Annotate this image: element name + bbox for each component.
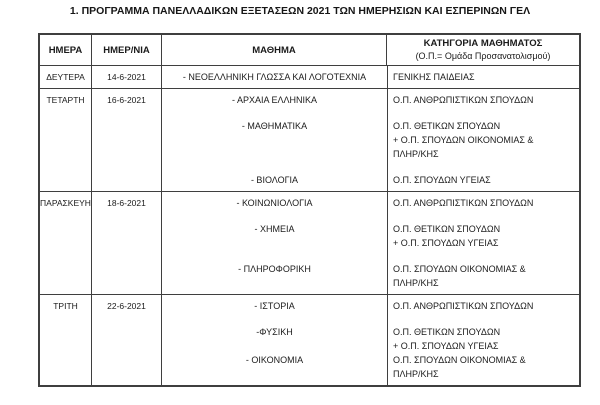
subject-category-entries [162,192,579,294]
subject-cell: - ΒΙΟΛΟΓΙΑ [250,175,299,185]
category-line: Ο.Π. ΘΕΤΙΚΩΝ ΣΠΟΥΔΩΝ [393,121,501,131]
column-header-category-subtitle: (Ο.Π.= Ομάδα Προσανατολισμού) [415,51,551,61]
category-line: ΓΕΝΙΚΗΣ ΠΑΙΔΕΙΑΣ [393,72,475,82]
subject-category-entries [162,89,579,191]
column-header-category-title: ΚΑΤΗΓΟΡΙΑ ΜΑΘΗΜΑΤΟΣ [423,38,543,49]
exam-entry [162,89,579,107]
category-line: + Ο.Π. ΣΠΟΥΔΩΝ ΥΓΕΙΑΣ [393,341,499,351]
exam-entry [162,161,579,191]
page-title: 1. ΠΡΟΓΡΑΜΜΑ ΠΑΝΕΛΛΑΔΙΚΩΝ ΕΞΕΤΑΣΕΩΝ 2021 ΤΩΝ ΗΜΕΡΗΣΙΩΝ ΚΑΙ ΕΣΠΕΡΙΝΩΝ ΓΕΛ [69,5,531,17]
subject-cell: - ΠΛΗΡΟΦΟΡΙΚΗ [238,264,311,274]
category-line: ΠΛΗΡ/ΚΗΣ [393,149,439,159]
exam-entry [162,210,579,250]
column-header-category [387,35,579,65]
category-cell [387,161,579,191]
subject-cell: - ΧΗΜΕΙΑ [254,224,295,234]
category-line: Ο.Π. ΘΕΤΙΚΩΝ ΣΠΟΥΔΩΝ [393,224,501,234]
date-cell: 16-6-2021 [92,89,162,191]
subject-cell: -ΦΥΣΙΚΗ [256,327,293,337]
category-line: ΠΛΗΡ/ΚΗΣ [393,278,439,288]
subject-cell: - ΚΟΙΝΩΝΙΟΛΟΓΙΑ [236,198,313,208]
day-cell: ΤΕΤΑΡΤΗ [40,89,92,191]
subject-cell: - ΝΕΟΕΛΛΗΝΙΚΗ ΓΛΩΣΣΑ ΚΑΙ ΛΟΓΟΤΕΧΝΙΑ [182,72,367,82]
subject-category-entries [162,295,579,385]
category-line: Ο.Π. ΑΝΘΡΩΠΙΣΤΙΚΩΝ ΣΠΟΥΔΩΝ [393,198,534,208]
exam-entry [162,107,579,161]
category-line: ΠΛΗΡ/ΚΗΣ [393,369,439,379]
table-row [40,65,579,88]
day-cell: ΠΑΡΑΣΚΕΥΗ [40,192,92,294]
table-row [40,294,579,385]
category-line: + Ο.Π. ΣΠΟΥΔΩΝ ΥΓΕΙΑΣ [393,238,499,248]
date-cell: 14-6-2021 [92,66,162,88]
category-line: Ο.Π. ΣΠΟΥΔΩΝ ΟΙΚΟΝΟΜΙΑΣ & [393,264,526,274]
exam-schedule-table [38,33,581,387]
category-cell [387,295,579,313]
day-cell: ΤΡΙΤΗ [40,295,92,385]
day-cell: ΔΕΥΤΕΡΑ [40,66,92,88]
subject-category-entries [162,66,579,88]
subject-cell: - ΙΣΤΟΡΙΑ [254,301,295,311]
category-cell [387,210,579,250]
category-cell [387,250,579,294]
category-cell [387,353,579,385]
date-cell: 18-6-2021 [92,192,162,294]
exam-entry [162,295,579,313]
category-line: Ο.Π. ΘΕΤΙΚΩΝ ΣΠΟΥΔΩΝ [393,327,501,337]
category-line: + Ο.Π. ΣΠΟΥΔΩΝ ΟΙΚΟΝΟΜΙΑΣ & [393,135,534,145]
column-header-day: ΗΜΕΡΑ [40,35,92,65]
column-header-subject: ΜΑΘΗΜΑ [162,35,387,65]
subject-cell: - ΜΑΘΗΜΑΤΙΚΑ [241,121,308,131]
category-line: Ο.Π. ΣΠΟΥΔΩΝ ΥΓΕΙΑΣ [393,175,491,185]
category-cell [387,107,579,161]
table-row [40,191,579,294]
subject-cell: - ΑΡΧΑΙΑ ΕΛΛΗΝΙΚΑ [231,95,318,105]
category-line: Ο.Π. ΑΝΘΡΩΠΙΣΤΙΚΩΝ ΣΠΟΥΔΩΝ [393,301,534,311]
exam-entry [162,313,579,353]
table-row [40,88,579,191]
category-cell [387,192,579,210]
category-line: Ο.Π. ΑΝΘΡΩΠΙΣΤΙΚΩΝ ΣΠΟΥΔΩΝ [393,95,534,105]
category-cell [387,313,579,353]
column-header-date: ΗΜΕΡ/ΝΙΑ [92,35,162,65]
category-line: Ο.Π. ΣΠΟΥΔΩΝ ΟΙΚΟΝΟΜΙΑΣ & [393,355,526,365]
date-cell: 22-6-2021 [92,295,162,385]
exam-entry [162,66,579,88]
category-cell [387,66,579,88]
subject-cell: - ΟΙΚΟΝΟΜΙΑ [245,355,304,365]
table-body [40,65,579,385]
exam-entry [162,353,579,385]
table-header-row [40,35,579,65]
exam-entry [162,192,579,210]
exam-entry [162,250,579,294]
category-cell [387,89,579,107]
